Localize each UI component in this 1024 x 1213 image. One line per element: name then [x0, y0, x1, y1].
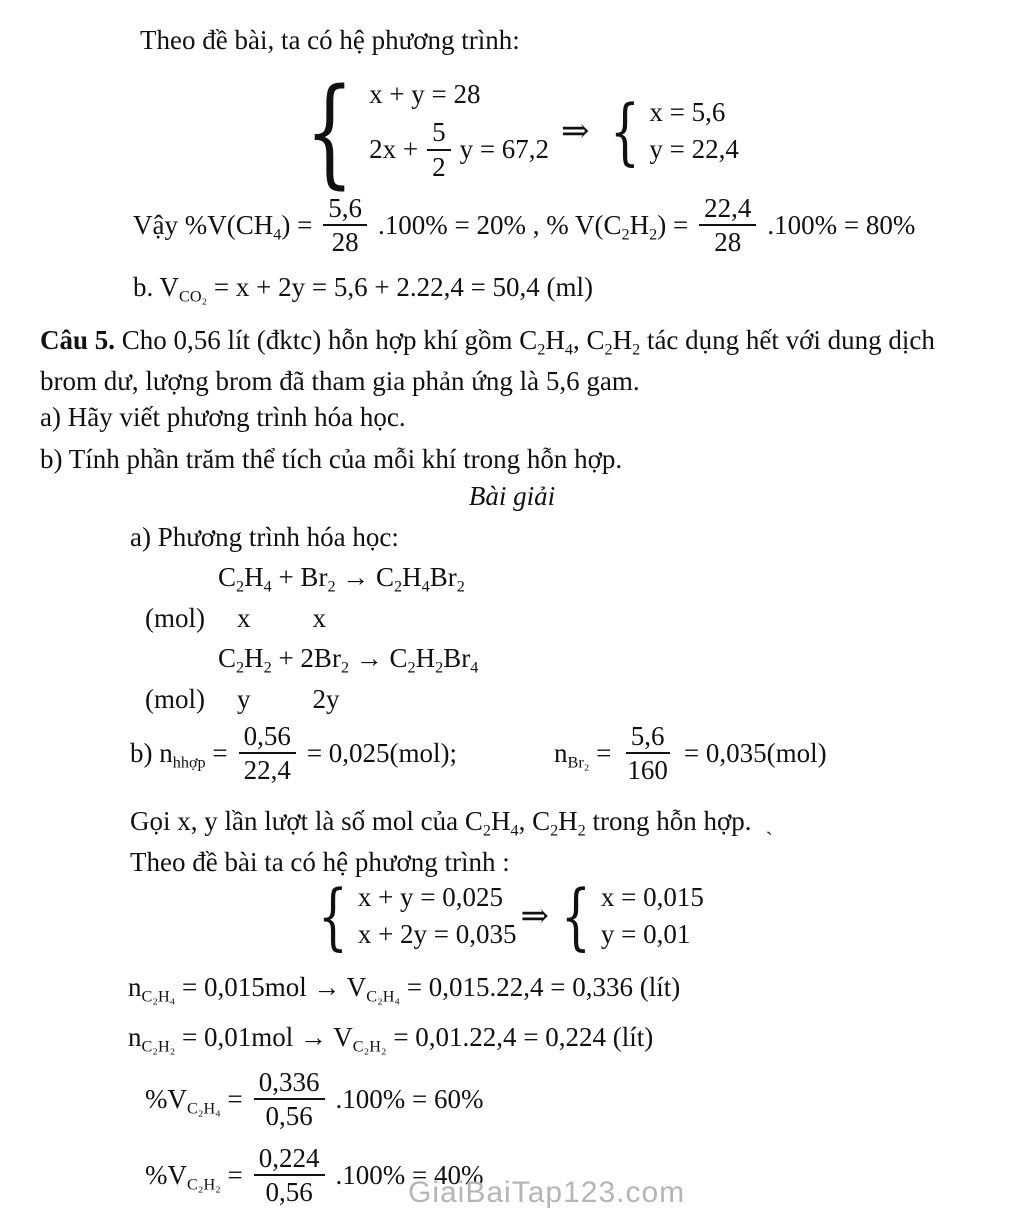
- left-brace-icon: {: [561, 874, 591, 958]
- mol1-value-1: x: [237, 603, 251, 633]
- left-brace-icon: {: [609, 89, 640, 173]
- problem-item-b: b) Tính phần trăm thể tích của mỗi khí trong hỗn hợp.: [40, 444, 623, 474]
- mol2-value-1: y: [237, 684, 251, 714]
- fraction-056-224: [239, 720, 296, 787]
- part-b-line: [130, 720, 827, 787]
- mol1-value-2: x: [312, 603, 326, 633]
- co2-volume-line: b. $V_{CO_2} = x + 2y = 5,6 + 2.22,4 = 50,4$ (ml): [133, 272, 594, 306]
- implies-arrow-icon: ⇒: [561, 111, 590, 151]
- system2-eq1: x + y = 0,025: [357, 882, 504, 912]
- fraction-denominator: 2: [432, 151, 446, 182]
- fraction-numerator: 5,6: [626, 720, 670, 754]
- fraction-denominator: 0,56: [265, 1177, 313, 1208]
- fraction-denominator: 22,4: [243, 755, 291, 786]
- vay-text-1: Vậy $\%V(CH_4)$ =: [133, 209, 313, 244]
- fraction-numerator: 5,6: [323, 192, 367, 226]
- mol-label: (mol): [145, 603, 205, 633]
- problem-label: Câu 5.: [40, 325, 116, 355]
- fraction-numerator: 22,4: [699, 192, 756, 226]
- fraction-0336-056: [254, 1066, 325, 1133]
- system1-eq2-pre: 2x +: [369, 134, 419, 164]
- nhh-text: b) $n_{hhợp}$ =: [130, 737, 228, 772]
- mol-label: (mol): [145, 684, 205, 714]
- equation-system-2: [310, 874, 704, 958]
- nbr2-result: = 0,035(mol): [683, 737, 827, 768]
- reaction-2: $C_2H_2 + 2Br_2 \to C_2H_2Br_4$: [218, 643, 479, 677]
- theo-line: Theo đề bài ta có hệ phương trình :: [130, 847, 510, 877]
- n-volume-line-1: $n_{C_2H_4} = 0,015mol \to V_{C_2H_4} = 0,015.22,4 = 0,336$ (lít): [128, 972, 681, 1006]
- fraction-numerator: 5: [427, 116, 451, 150]
- system1-eq1: x + y = 28: [369, 79, 481, 110]
- left-brace-icon: {: [318, 874, 348, 958]
- problem-statement: [40, 320, 992, 402]
- fraction-numerator: 0,224: [254, 1142, 325, 1176]
- fraction-56-28: [323, 192, 367, 259]
- fraction-denominator: 160: [627, 755, 668, 786]
- system1-eq2: [369, 116, 549, 183]
- goi-line: [130, 806, 773, 840]
- fraction-denominator: 0,56: [265, 1101, 313, 1132]
- fraction-224-28: [699, 192, 756, 259]
- fraction-numerator: 0,336: [254, 1066, 325, 1100]
- pct2-lead: $\%V_{C_2H_2}$ =: [145, 1159, 243, 1194]
- reaction-1: $C_2H_4 + Br_2 \to C_2H_4Br_2$: [218, 562, 465, 596]
- pct1-tail: .100% = 60%: [335, 1083, 484, 1114]
- stray-mark: ˎ: [765, 810, 773, 835]
- fraction-denominator: 28: [331, 227, 359, 258]
- implies-arrow-icon: ⇒: [520, 896, 550, 936]
- pct1-lead: $\%V_{C_2H_4}$ =: [145, 1083, 243, 1118]
- left-brace-icon: {: [305, 62, 354, 200]
- vay-text-2: .100% = 20% , % $V(C_2H_2)$ =: [378, 209, 689, 244]
- system1-eq2-post: y = 67,2: [459, 134, 550, 164]
- site-watermark: GiaiBaiTap123.com: [408, 1176, 686, 1209]
- system1-sol1: x = 5,6: [649, 97, 726, 127]
- fraction-denominator: 28: [714, 227, 742, 258]
- equation-system-1: [292, 62, 739, 200]
- mol2-value-2: 2y: [312, 684, 340, 714]
- fraction-0224-056: [254, 1142, 325, 1209]
- percent-line-1: [145, 1066, 483, 1133]
- nbr2-text: $n_{Br_2}$ =: [554, 737, 612, 772]
- pct2-tail: .100% = 40%: [335, 1159, 484, 1190]
- percent-volume-line: [133, 192, 915, 259]
- intro-line: Theo đề bài, ta có hệ phương trình:: [140, 25, 520, 55]
- part-a-title: a) Phương trình hóa học:: [130, 522, 399, 552]
- system2-sol2: y = 0,01: [600, 919, 691, 949]
- problem-item-a: a) Hãy viết phương trình hóa học.: [40, 402, 406, 432]
- system1-sol2: y = 22,4: [649, 134, 739, 164]
- nhh-result: = 0,025(mol);: [306, 737, 458, 768]
- system2-eq2: x + 2y = 0,035: [357, 919, 517, 949]
- problem-text: Cho 0,56 lít (đktc) hỗn hợp khí gồm $C_2H_4$, $C_2H_2$ tác dụng hết với dung dịch brom dư, lượng brom đã tham gia phản ứng là 5,6 gam.: [40, 325, 935, 397]
- goi-text: Gọi x, y lần lượt là số mol của $C_2H_4$, $C_2H_2$ trong hỗn hợp.: [130, 806, 752, 840]
- mol-row-1: [145, 603, 326, 634]
- solution-heading: Bài giải: [468, 481, 556, 511]
- fraction-numerator: 0,56: [239, 720, 296, 754]
- mol-row-2: [145, 684, 340, 715]
- system2-sol1: x = 0,015: [600, 882, 704, 912]
- fraction-56-160: [622, 720, 673, 787]
- fraction-5-2: [427, 116, 451, 183]
- n-volume-line-2: $n_{C_2H_2} = 0,01mol \to V_{C_2H_2} = 0,01.22,4 = 0,224$ (lít): [128, 1022, 654, 1056]
- vay-text-3: .100% = 80%: [767, 209, 916, 240]
